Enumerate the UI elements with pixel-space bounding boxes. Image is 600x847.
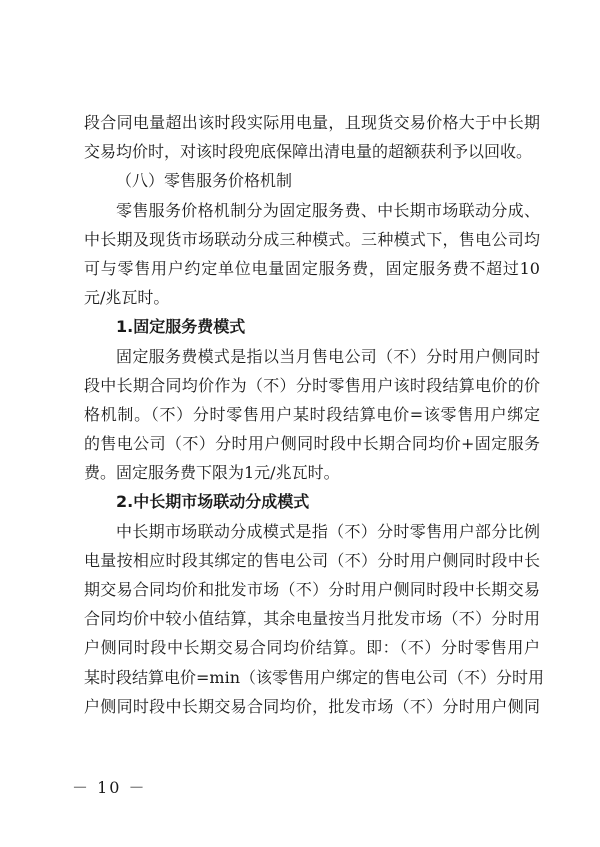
text-line: 的售电公司（不）分时用户侧同时段中长期合同均价+固定服务 <box>84 434 540 454</box>
body-text <box>84 108 545 721</box>
subsection-heading: 2.中长期市场联动分成模式 <box>116 492 310 512</box>
text-line: 中长期及现货市场联动分成三种模式。三种模式下，售电公司均 <box>84 229 540 249</box>
text-line: 格机制。（不）分时零售用户某时段结算电价=该零售用户绑定 <box>84 404 540 424</box>
page-number: － 10 － <box>72 778 147 797</box>
text-line: 固定服务费模式是指以当月售电公司（不）分时用户侧同时 <box>116 346 540 366</box>
text-line: 某时段结算电价=min（该零售用户绑定的售电公司（不）分时用 <box>84 667 545 687</box>
subsection-heading: 1.固定服务费模式 <box>116 317 246 337</box>
section-heading: （八）零售服务价格机制 <box>116 171 293 191</box>
text-line: 段中长期合同均价作为（不）分时零售用户该时段结算电价的价 <box>84 375 540 395</box>
text-line: 合同均价中较小值结算，其余电量按当月批发市场（不）分时用 <box>84 609 540 629</box>
text-line: 中长期市场联动分成模式是指（不）分时零售用户部分比例 <box>116 521 540 541</box>
text-line: 可与零售用户约定单位电量固定服务费，固定服务费不超过10 <box>84 258 540 278</box>
text-line: 户侧同时段中长期交易合同均价结算。即：（不）分时零售用户 <box>84 638 540 658</box>
text-line: 元/兆瓦时。 <box>84 288 170 308</box>
text-line: 费。固定服务费下限为1元/兆瓦时。 <box>84 463 340 483</box>
text-line: 电量按相应时段其绑定的售电公司（不）分时用户侧同时段中长 <box>84 550 540 570</box>
text-line: 期交易合同均价和批发市场（不）分时用户侧同时段中长期交易 <box>84 580 540 599</box>
text-line: 交易均价时，对该时段兜底保障出清电量的超额获利予以回收。 <box>84 142 533 162</box>
text-line: 户侧同时段中长期交易合同均价，批发市场（不）分时用户侧同 <box>84 696 540 716</box>
text-line: 段合同电量超出该时段实际用电量，且现货交易价格大于中长期 <box>84 113 540 132</box>
text-line: 零售服务价格机制分为固定服务费、中长期市场联动分成、 <box>116 200 540 220</box>
